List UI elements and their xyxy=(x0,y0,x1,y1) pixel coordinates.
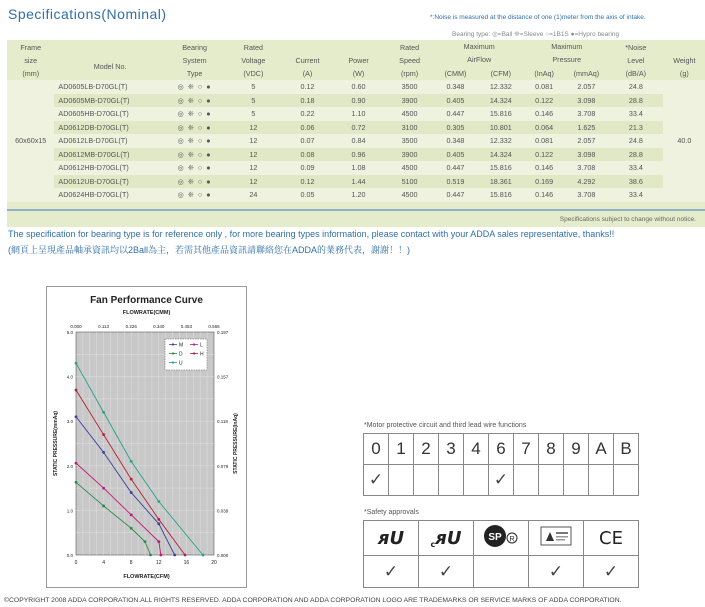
empty-cell xyxy=(514,465,539,496)
legend-marker-D xyxy=(172,352,174,354)
table-cell: 0.60 xyxy=(332,80,386,94)
table-cell: 0.07 xyxy=(283,134,331,148)
model-no-cell: AD0605LB-D70GL(T) xyxy=(54,80,165,94)
check-icon: ✓ xyxy=(584,556,639,588)
safety-approvals-table xyxy=(363,520,639,588)
table-cell: 3.708 xyxy=(564,161,609,175)
model-no-cell: AD0612UB-D70GL(T) xyxy=(54,175,165,189)
table-cell: 1.10 xyxy=(332,107,386,121)
table-cell: 33.4 xyxy=(609,107,663,121)
series-point-L xyxy=(75,462,78,465)
table-cell: 0.169 xyxy=(525,175,564,189)
table-cell: 4500 xyxy=(385,107,433,121)
table-cell: 5 xyxy=(224,107,284,121)
motor-function-code: 2 xyxy=(414,434,439,465)
empty-cell xyxy=(614,465,639,496)
model-no-cell: AD0612HB-D70GL(T) xyxy=(54,161,165,175)
series-point-M xyxy=(130,491,133,494)
csa-logo xyxy=(474,521,529,556)
bearing-legend: Bearing type: ◎=Ball ❊=Sleeve ○=1B1S ●=Hypro bearing xyxy=(452,31,620,38)
x-tick-label: 8 xyxy=(129,560,133,566)
table-cell: 0.08 xyxy=(283,148,331,162)
tuv-logo xyxy=(529,521,584,556)
check-icon: ✓ xyxy=(364,556,419,588)
table-cell: 12 xyxy=(224,148,284,162)
table-cell: 0.122 xyxy=(525,94,564,108)
table-cell: 3100 xyxy=(385,121,433,135)
table-row xyxy=(7,94,705,108)
table-cell: 0.12 xyxy=(283,175,331,189)
series-point-D xyxy=(102,505,105,508)
table-cell: 0.18 xyxy=(283,94,331,108)
table-cell: 3.708 xyxy=(564,107,609,121)
empty-cell xyxy=(474,556,529,588)
table-cell: 0.146 xyxy=(525,161,564,175)
check-icon: ✓ xyxy=(364,465,389,496)
motor-function-code: 1 xyxy=(389,434,414,465)
model-no-cell: AD0605MB-D70GL(T) xyxy=(54,94,165,108)
spec-table xyxy=(7,40,705,202)
motor-function-code: 4 xyxy=(464,434,489,465)
header-airflow: Maximum AirFlow xyxy=(463,42,495,64)
table-cell: 0.447 xyxy=(434,107,477,121)
x-tick-label: 4 xyxy=(102,560,105,566)
ce-logo: CE xyxy=(584,521,639,556)
weight-cell: 40.0 xyxy=(663,80,705,202)
series-point-M xyxy=(173,554,176,557)
spec-change-note: Specifications subject to change without notice. xyxy=(559,216,696,223)
y-axis-label: STATIC PRESSURE(mmAq) xyxy=(53,410,59,477)
y-tick-label: 0.0 xyxy=(66,553,73,558)
table-cell: 0.06 xyxy=(283,121,331,135)
x-tick-label: 12 xyxy=(156,560,162,566)
bearing-type-cell: ◎ ❊ ○ ● xyxy=(166,148,224,162)
x-tick-label: 0 xyxy=(74,560,78,566)
y-tick-label: 1.0 xyxy=(66,508,73,514)
x-axis-label: FLOWRATE(CFM) xyxy=(123,574,170,580)
bearing-type-cell: ◎ ❊ ○ ● xyxy=(166,188,224,202)
table-cell: 21.3 xyxy=(609,121,663,135)
motor-function-code: 6 xyxy=(489,434,514,465)
header-inaq: (InAq) xyxy=(534,68,554,78)
table-cell: 0.405 xyxy=(434,94,477,108)
table-cell: 0.09 xyxy=(283,161,331,175)
header-pressure: Maximum Pressure xyxy=(551,42,583,64)
table-cell: 0.122 xyxy=(525,148,564,162)
noise-note: *:Noise is measured at the distance of one (1)meter from the axis of intake. xyxy=(430,14,646,21)
series-point-U xyxy=(102,411,105,414)
performance-chart-svg xyxy=(47,287,246,587)
legend-marker-M xyxy=(172,343,174,345)
series-point-M xyxy=(75,415,78,418)
table-cell: 24.8 xyxy=(609,80,663,94)
y-tick-label: 2.0 xyxy=(66,463,73,469)
table-cell: 3900 xyxy=(385,94,433,108)
table-cell: 0.405 xyxy=(434,148,477,162)
bearing-type-cell: ◎ ❊ ○ ● xyxy=(166,121,224,135)
table-cell: 14.324 xyxy=(477,148,524,162)
table-cell: 4500 xyxy=(385,161,433,175)
y-tick-label: 4.0 xyxy=(66,374,73,380)
table-row xyxy=(7,107,705,121)
motor-function-code: 0 xyxy=(364,434,389,465)
header-weight: Weight (g) xyxy=(673,55,696,78)
legend-marker-L xyxy=(193,343,195,345)
header-cmm: (CMM) xyxy=(444,68,467,78)
header-bearing: Bearing System Type xyxy=(182,42,208,78)
top-tick-label: 0.113 xyxy=(98,324,110,329)
series-point-U xyxy=(202,554,205,557)
right-tick-label: 0.079 xyxy=(217,463,229,469)
model-no-cell: AD0612LB-D70GL(T) xyxy=(54,134,165,148)
right-tick-label: 0.039 xyxy=(217,508,229,514)
chart-title: Fan Performance Curve xyxy=(90,295,203,306)
table-cell: 15.816 xyxy=(477,107,524,121)
header-mmaq: (mmAq) xyxy=(573,68,600,78)
table-cell: 0.064 xyxy=(525,121,564,135)
top-tick-label: 0.453 xyxy=(180,324,193,329)
top-tick-label: 0.340 xyxy=(153,324,165,329)
empty-cell xyxy=(389,465,414,496)
table-cell: 3500 xyxy=(385,134,433,148)
table-row xyxy=(7,80,705,94)
table-cell: 3.098 xyxy=(564,148,609,162)
frame-size-cell: 60x60x15 xyxy=(7,80,54,202)
bearing-type-cell: ◎ ❊ ○ ● xyxy=(166,94,224,108)
check-icon: ✓ xyxy=(529,556,584,588)
x-tick-label: 16 xyxy=(183,560,190,566)
series-point-M xyxy=(157,522,160,525)
series-point-D xyxy=(144,540,147,543)
table-cell: 10.801 xyxy=(477,121,524,135)
table-cell: 24.8 xyxy=(609,134,663,148)
series-point-D xyxy=(149,554,152,557)
table-cell: 2.057 xyxy=(564,134,609,148)
table-cell: 5 xyxy=(224,80,284,94)
series-point-L xyxy=(130,513,133,516)
bearing-type-cell: ◎ ❊ ○ ● xyxy=(166,161,224,175)
table-cell: 0.22 xyxy=(283,107,331,121)
empty-cell xyxy=(564,465,589,496)
series-point-H xyxy=(102,433,105,436)
y-axis-label-right: STATIC PRESSURE(InAq) xyxy=(233,413,239,474)
series-point-U xyxy=(130,460,133,463)
table-cell: 0.72 xyxy=(332,121,386,135)
table-row xyxy=(7,121,705,135)
table-cell: 0.146 xyxy=(525,107,564,121)
motor-functions-table xyxy=(363,433,639,496)
series-point-H xyxy=(130,478,133,481)
table-cell: 0.305 xyxy=(434,121,477,135)
table-cell: 0.05 xyxy=(283,188,331,202)
empty-cell xyxy=(414,465,439,496)
table-cell: 3900 xyxy=(385,148,433,162)
motor-function-code: A xyxy=(589,434,614,465)
right-tick-label: 0.000 xyxy=(217,553,229,558)
table-cell: 28.8 xyxy=(609,94,663,108)
series-point-H xyxy=(157,518,160,521)
series-point-U xyxy=(157,500,160,503)
empty-cell xyxy=(464,465,489,496)
table-row xyxy=(7,175,705,189)
page-title: Specifications(Nominal) xyxy=(8,6,167,22)
header-noise: *Noise Level (dB/A) xyxy=(625,42,647,78)
right-tick-label: 0.197 xyxy=(217,330,229,335)
table-cell: 24 xyxy=(224,188,284,202)
y-tick-label: 5.0 xyxy=(66,330,73,335)
motor-function-code: 7 xyxy=(514,434,539,465)
bearing-type-cell: ◎ ❊ ○ ● xyxy=(166,80,224,94)
table-cell: 18.361 xyxy=(477,175,524,189)
series-point-U xyxy=(75,362,78,365)
table-cell: 5100 xyxy=(385,175,433,189)
ul-recognized-logo: ᴙU xyxy=(364,521,419,556)
motor-function-code: B xyxy=(614,434,639,465)
cul-recognized-logo: cᴙU xyxy=(419,521,474,556)
motor-functions-title: *Motor protective circuit and third lead wire functions xyxy=(364,422,527,429)
series-point-L xyxy=(159,554,162,557)
top-tick-label: 0.000 xyxy=(70,324,82,329)
series-point-H xyxy=(184,554,187,557)
header-model-no: Model No. xyxy=(93,62,127,71)
table-row xyxy=(7,188,705,202)
series-point-D xyxy=(75,481,78,484)
svg-text:R: R xyxy=(509,535,515,543)
series-point-D xyxy=(130,527,133,530)
top-tick-label: 0.566 xyxy=(208,324,220,329)
chart-top-axis-label: FLOWRATE(CMM) xyxy=(122,310,171,316)
legend-label-D: D xyxy=(179,351,183,358)
table-cell: 3500 xyxy=(385,80,433,94)
table-cell: 1.08 xyxy=(332,161,386,175)
bearing-type-cell: ◎ ❊ ○ ● xyxy=(166,175,224,189)
model-no-cell: AD0624HB-D70GL(T) xyxy=(54,188,165,202)
table-cell: 15.816 xyxy=(477,161,524,175)
table-cell: 14.324 xyxy=(477,94,524,108)
check-icon: ✓ xyxy=(419,556,474,588)
table-cell: 1.44 xyxy=(332,175,386,189)
series-point-H xyxy=(75,389,78,392)
right-tick-label: 0.157 xyxy=(217,374,229,380)
series-point-L xyxy=(102,487,105,490)
table-cell: 38.6 xyxy=(609,175,663,189)
table-cell: 2.057 xyxy=(564,80,609,94)
table-cell: 4500 xyxy=(385,188,433,202)
table-cell: 12.332 xyxy=(477,80,524,94)
table-cell: 0.447 xyxy=(434,188,477,202)
table-cell: 3.098 xyxy=(564,94,609,108)
table-cell: 4.292 xyxy=(564,175,609,189)
table-cell: 33.4 xyxy=(609,188,663,202)
header-current: Current (A) xyxy=(295,55,320,78)
table-cell: 3.708 xyxy=(564,188,609,202)
legend-label-M: M xyxy=(179,342,184,349)
spec-table-panel xyxy=(7,40,705,227)
table-row xyxy=(7,161,705,175)
table-cell: 15.816 xyxy=(477,188,524,202)
right-tick-label: 0.118 xyxy=(217,419,228,425)
table-cell: 0.447 xyxy=(434,161,477,175)
header-frame-size: Frame size (mm) xyxy=(20,42,42,78)
table-cell: 0.12 xyxy=(283,80,331,94)
top-tick-label: 0.226 xyxy=(125,324,137,329)
header-power: Power (W) xyxy=(348,55,369,78)
bearing-type-cell: ◎ ❊ ○ ● xyxy=(166,134,224,148)
model-no-cell: AD0605HB-D70GL(T) xyxy=(54,107,165,121)
table-cell: 12 xyxy=(224,161,284,175)
reference-note-en: The specification for bearing type is for reference only , for more bearing types information, please contact with your ADDA sales representative, thanks!! xyxy=(8,229,615,239)
x-tick-label: 20 xyxy=(211,560,217,566)
table-cell: 0.348 xyxy=(434,80,477,94)
table-row xyxy=(7,134,705,148)
copyright-notice: ©COPYRIGHT 2008 ADDA CORPORATION.ALL RIGHTS RESERVED. ADDA CORPORATION AND ADDA CORPORATION LOGO ARE TRADEMARKS OR SERVICE MARKS OF ADDA CORPORATION. xyxy=(4,597,622,604)
table-cell: 0.146 xyxy=(525,188,564,202)
header-voltage: Rated Voltage (VDC) xyxy=(241,42,266,78)
bearing-type-cell: ◎ ❊ ○ ● xyxy=(166,107,224,121)
empty-cell xyxy=(439,465,464,496)
table-cell: 0.90 xyxy=(332,94,386,108)
model-no-cell: AD0612DB-D70GL(T) xyxy=(54,121,165,135)
empty-cell xyxy=(589,465,614,496)
spec-table-body xyxy=(7,80,705,202)
table-cell: 0.519 xyxy=(434,175,477,189)
empty-cell xyxy=(539,465,564,496)
series-point-M xyxy=(102,451,105,454)
legend-marker-U xyxy=(172,361,174,363)
table-cell: 0.081 xyxy=(525,134,564,148)
safety-approvals-title: *Safety approvals xyxy=(364,509,419,516)
table-row xyxy=(7,148,705,162)
table-cell: 12 xyxy=(224,175,284,189)
legend-label-U: U xyxy=(179,360,183,367)
fan-performance-chart xyxy=(46,286,247,588)
y-tick-label: 3.0 xyxy=(66,419,73,425)
table-cell: 1.20 xyxy=(332,188,386,202)
table-cell: 0.348 xyxy=(434,134,477,148)
table-cell: 0.96 xyxy=(332,148,386,162)
legend-label-H: H xyxy=(200,351,204,358)
legend-label-L: L xyxy=(200,342,203,349)
motor-function-code: 9 xyxy=(564,434,589,465)
table-cell: 33.4 xyxy=(609,161,663,175)
header-speed: Rated Speed (rpm) xyxy=(399,42,420,78)
header-cfm: (CFM) xyxy=(490,68,511,78)
svg-text:SP: SP xyxy=(488,531,502,543)
check-icon: ✓ xyxy=(489,465,514,496)
table-cell: 12 xyxy=(224,121,284,135)
model-no-cell: AD0612MB-D70GL(T) xyxy=(54,148,165,162)
motor-function-code: 8 xyxy=(539,434,564,465)
table-cell: 5 xyxy=(224,94,284,108)
motor-function-code: 3 xyxy=(439,434,464,465)
table-cell: 1.625 xyxy=(564,121,609,135)
table-cell: 12.332 xyxy=(477,134,524,148)
table-cell: 0.081 xyxy=(525,80,564,94)
table-cell: 12 xyxy=(224,134,284,148)
table-cell: 0.84 xyxy=(332,134,386,148)
series-point-L xyxy=(157,540,160,543)
reference-note-zh: (網頁上呈現產品軸承資訊均以2Ball為主，若需其他產品資訊請聯絡您在ADDA的業務代表，謝謝！！) xyxy=(8,245,411,255)
table-cell: 28.8 xyxy=(609,148,663,162)
legend-marker-H xyxy=(193,352,195,354)
